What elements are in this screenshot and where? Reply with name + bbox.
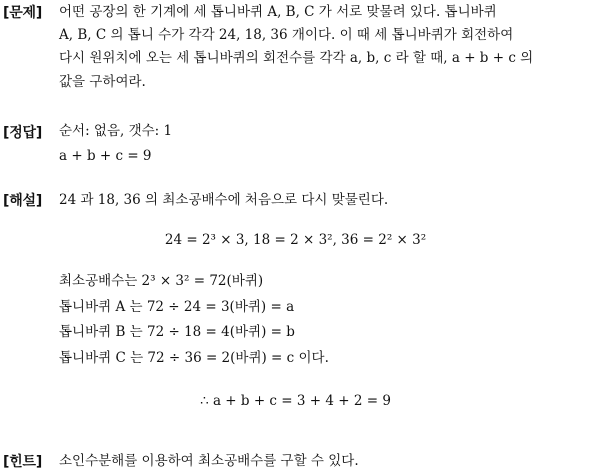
answer-meta: 순서: 없음, 갯수: 1 bbox=[59, 123, 173, 139]
hint-label: [힌트] bbox=[3, 454, 43, 470]
explanation-label: [해설] bbox=[3, 193, 43, 209]
problem-label: [문제] bbox=[3, 5, 43, 21]
hint-text: 소인수분해를 이용하여 최소공배수를 구할 수 있다. bbox=[59, 453, 359, 469]
conclusion-line: ∴ a + b + c = 3 + 4 + 2 = 9 bbox=[200, 393, 391, 409]
problem-line-4: 값을 구하여라. bbox=[59, 74, 146, 90]
gear-c-line: 톱니바퀴 C 는 72 ÷ 36 = 2(바퀴) = c 이다. bbox=[59, 350, 329, 366]
problem-line-2: A, B, C 의 톱니 수가 각각 24, 18, 36 개이다. 이 때 세 톱니바퀴가 회전하여 bbox=[59, 27, 514, 43]
problem-line-1: 어떤 공장의 한 기계에 세 톱니바퀴 A, B, C 가 서로 맞물려 있다. 톱니바퀴 bbox=[59, 4, 497, 20]
lcm-line: 최소공배수는 2³ × 3² = 72(바퀴) bbox=[59, 273, 264, 289]
answer-equation: a + b + c = 9 bbox=[59, 148, 152, 164]
explanation-intro: 24 과 18, 36 의 최소공배수에 처음으로 다시 맞물린다. bbox=[59, 192, 389, 208]
factorization-line: 24 = 2³ × 3, 18 = 2 × 3², 36 = 2² × 3² bbox=[164, 232, 427, 248]
gear-a-line: 톱니바퀴 A 는 72 ÷ 24 = 3(바퀴) = a bbox=[59, 299, 295, 315]
problem-line-3: 다시 원위치에 오는 세 톱니바퀴의 회전수를 각각 a, b, c 라 할 때, a + b + c 의 bbox=[59, 50, 534, 66]
answer-label: [정답] bbox=[3, 125, 43, 141]
gear-b-line: 톱니바퀴 B 는 72 ÷ 18 = 4(바퀴) = b bbox=[59, 324, 295, 340]
